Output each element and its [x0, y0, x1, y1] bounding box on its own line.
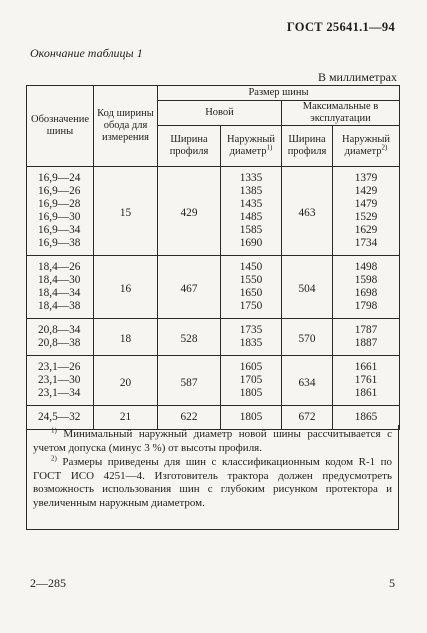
- header-new-outer-diameter: [221, 126, 282, 167]
- max-outer-diameter: 1761: [333, 374, 400, 387]
- table-row: [27, 256, 400, 275]
- new-outer-diameter: 1805: [221, 406, 282, 430]
- tire-designation: 16,9—34: [27, 224, 94, 237]
- header-rim-code: Код ширины обода для измерения: [94, 86, 158, 167]
- tire-designation: 23,1—34: [27, 387, 94, 406]
- new-outer-diameter: 1385: [221, 185, 282, 198]
- max-outer-diameter: 1429: [333, 185, 400, 198]
- tire-designation: 20,8—38: [27, 337, 94, 356]
- max-outer-diameter: 1734: [333, 237, 400, 256]
- rim-code: 20: [94, 356, 158, 406]
- header-new-outer-diameter-text: Наружный диаметр: [226, 134, 275, 157]
- tire-size-table-container: [26, 85, 399, 430]
- max-outer-diameter: 1698: [333, 287, 400, 300]
- max-width: 570: [282, 319, 333, 356]
- header-max-outer-diameter: [333, 126, 400, 167]
- max-width: 672: [282, 406, 333, 430]
- max-outer-diameter: 1661: [333, 356, 400, 375]
- tire-designation: 18,4—38: [27, 300, 94, 319]
- footnote-ref-2: 2): [381, 143, 388, 152]
- document-code: ГОСТ 25641.1—94: [286, 20, 395, 34]
- tire-designation: 16,9—24: [27, 167, 94, 186]
- tire-designation: 24,5—32: [27, 406, 94, 430]
- new-outer-diameter: 1690: [221, 237, 282, 256]
- footnote-text-2: Размеры приведены для шин с классификационным кодом R-1 по ГОСТ ИСО 4251—4. Изготовитель трактора должен предусмотреть возможность использования шин с глубоким рисунком протектора и увеличенным наружным диаметром.: [33, 456, 392, 509]
- table-row: [27, 319, 400, 338]
- tire-designation: 16,9—38: [27, 237, 94, 256]
- new-outer-diameter: 1450: [221, 256, 282, 275]
- max-outer-diameter: 1479: [333, 198, 400, 211]
- new-outer-diameter: 1550: [221, 274, 282, 287]
- footnote-1: [33, 428, 392, 455]
- tire-size-table-body: [27, 167, 400, 430]
- header-max-outer-diameter-text: Наружный диаметр: [341, 134, 390, 157]
- table-caption: Окончание таблицы 1: [30, 46, 143, 60]
- max-outer-diameter: 1865: [333, 406, 400, 430]
- tire-designation: 18,4—26: [27, 256, 94, 275]
- header-max-in-service: Максимальные в эксплуатации: [282, 101, 400, 126]
- max-outer-diameter: 1787: [333, 319, 400, 338]
- footnote-2: [33, 456, 392, 510]
- max-width: 504: [282, 256, 333, 319]
- header-new-width: Ширина профиля: [158, 126, 221, 167]
- new-outer-diameter: 1750: [221, 300, 282, 319]
- page-number: 5: [389, 576, 395, 590]
- new-width: 528: [158, 319, 221, 356]
- tire-designation: 23,1—30: [27, 374, 94, 387]
- footnote-mark-2: 2): [51, 454, 57, 463]
- new-outer-diameter: 1485: [221, 211, 282, 224]
- new-outer-diameter: 1705: [221, 374, 282, 387]
- tire-designation: 23,1—26: [27, 356, 94, 375]
- rim-code: 21: [94, 406, 158, 430]
- max-outer-diameter: 1861: [333, 387, 400, 406]
- new-outer-diameter: 1435: [221, 198, 282, 211]
- print-code: 2—285: [30, 576, 66, 590]
- table-row: [27, 167, 400, 186]
- header-max-width: Ширина профиля: [282, 126, 333, 167]
- max-outer-diameter: 1529: [333, 211, 400, 224]
- header-tire-size: Размер шины: [158, 86, 400, 101]
- tire-designation: 16,9—26: [27, 185, 94, 198]
- max-outer-diameter: 1498: [333, 256, 400, 275]
- tire-designation: 18,4—34: [27, 287, 94, 300]
- max-outer-diameter: 1798: [333, 300, 400, 319]
- new-outer-diameter: 1835: [221, 337, 282, 356]
- new-outer-diameter: 1605: [221, 356, 282, 375]
- new-outer-diameter: 1335: [221, 167, 282, 186]
- new-width: 622: [158, 406, 221, 430]
- tire-size-table: [26, 85, 400, 430]
- tire-designation: 18,4—30: [27, 274, 94, 287]
- rim-code: 15: [94, 167, 158, 256]
- max-width: 634: [282, 356, 333, 406]
- new-width: 587: [158, 356, 221, 406]
- table-row: [27, 356, 400, 375]
- tire-designation: 16,9—28: [27, 198, 94, 211]
- tire-designation: 16,9—30: [27, 211, 94, 224]
- max-outer-diameter: 1598: [333, 274, 400, 287]
- footnote-mark-1: 1): [51, 426, 57, 435]
- header-new: Новой: [158, 101, 282, 126]
- new-outer-diameter: 1735: [221, 319, 282, 338]
- footnote-ref-1: 1): [266, 143, 273, 152]
- max-width: 463: [282, 167, 333, 256]
- new-width: 467: [158, 256, 221, 319]
- max-outer-diameter: 1887: [333, 337, 400, 356]
- footnotes: [26, 425, 399, 530]
- tire-designation: 20,8—34: [27, 319, 94, 338]
- new-outer-diameter: 1585: [221, 224, 282, 237]
- new-outer-diameter: 1805: [221, 387, 282, 406]
- new-outer-diameter: 1650: [221, 287, 282, 300]
- new-width: 429: [158, 167, 221, 256]
- units-label: В миллиметрах: [317, 70, 397, 84]
- footnote-text-1: Минимальный наружный диаметр новой шины рассчитывается с учетом допуска (минус 3 %) от высоты профиля.: [33, 428, 392, 454]
- max-outer-diameter: 1379: [333, 167, 400, 186]
- rim-code: 18: [94, 319, 158, 356]
- max-outer-diameter: 1629: [333, 224, 400, 237]
- rim-code: 16: [94, 256, 158, 319]
- header-designation: Обозначение шины: [27, 86, 94, 167]
